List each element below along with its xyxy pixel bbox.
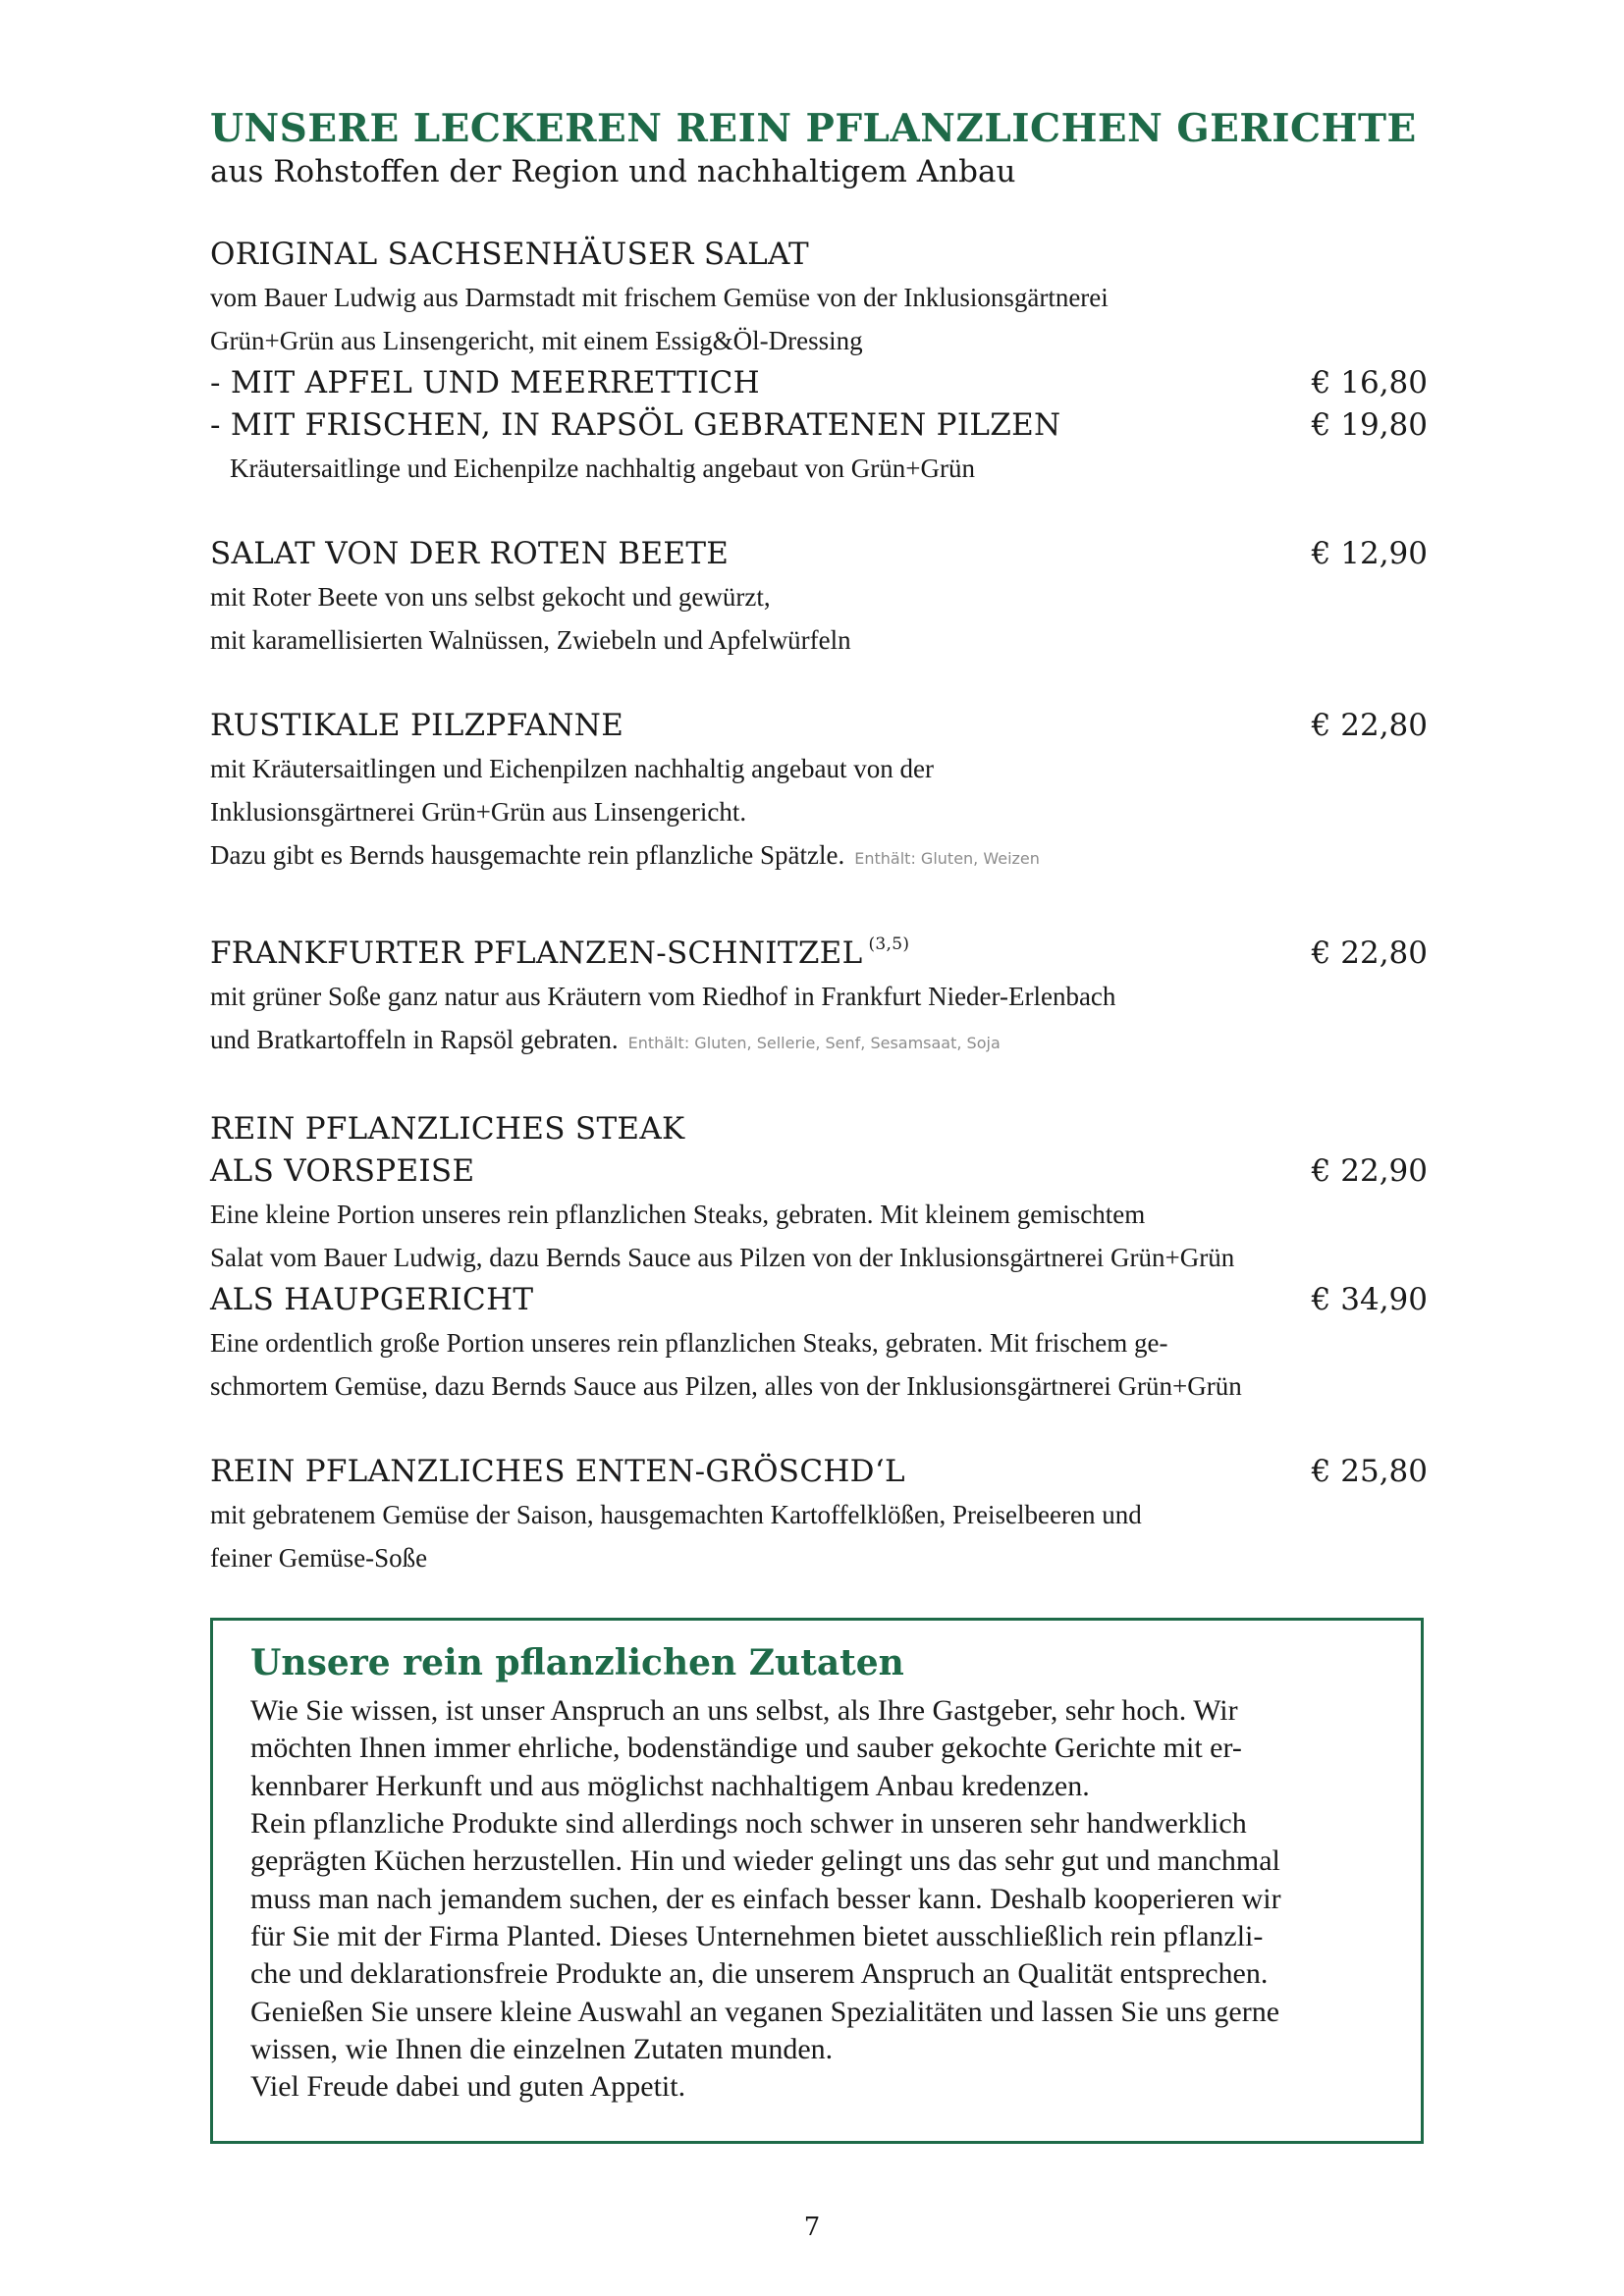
dish-description: feiner Gemüse-Soße bbox=[210, 1542, 428, 1573]
dish-name: RUSTIKALE PILZPFANNE bbox=[210, 707, 624, 743]
dish-footnote: (3,5) bbox=[868, 934, 910, 954]
dish-header bbox=[210, 705, 1428, 747]
dish-header bbox=[210, 924, 1428, 975]
allergen-note: Enthält: Gluten, Sellerie, Senf, Sesamsaat, Soja bbox=[627, 1033, 1001, 1052]
dish-description: mit grüner Soße ganz natur aus Kräutern vom Riedhof in Frankfurt Nieder-Erlenbach bbox=[210, 981, 1116, 1011]
dish-price: € 34,90 bbox=[1311, 1281, 1428, 1317]
dish-variant bbox=[210, 1279, 1428, 1321]
dish-list bbox=[210, 234, 1428, 1579]
info-box-line: geprägten Küchen herzustellen. Hin und wieder gelingt uns das sehr gut und manchmal bbox=[250, 1844, 1280, 1878]
dish-item bbox=[210, 924, 1428, 1065]
info-box-line: che und deklarationsfreie Produkte an, die unserem Anspruch an Qualität entsprechen. bbox=[250, 1957, 1269, 1991]
info-box-title: Unsere rein pflanzlichen Zutaten bbox=[250, 1642, 904, 1683]
menu-page bbox=[210, 106, 1428, 1623]
dish-price: € 22,80 bbox=[1311, 707, 1428, 743]
info-box-line: Rein pflanzliche Produkte sind allerdings noch schwer in unseren sehr handwerklich bbox=[250, 1807, 1247, 1841]
dish-option bbox=[210, 362, 1428, 404]
info-box-line: möchten Ihnen immer ehrliche, bodenständige und sauber gekochte Gerichte mit er- bbox=[250, 1732, 1242, 1765]
info-box bbox=[210, 1618, 1424, 2144]
info-box-line: Genießen Sie unsere kleine Auswahl an veganen Spezialitäten und lassen Sie uns gerne bbox=[250, 1995, 1280, 2028]
dish-option-label: - MIT APFEL UND MEERRETTICH bbox=[210, 364, 760, 400]
info-box-line: Viel Freude dabei und guten Appetit. bbox=[250, 2070, 686, 2104]
dish-description: Grün+Grün aus Linsengericht, mit einem Essig&Öl-Dressing bbox=[210, 325, 863, 355]
dish-description: mit Roter Beete von uns selbst gekocht und gewürzt, bbox=[210, 581, 771, 612]
dish-price: € 22,80 bbox=[1311, 934, 1428, 971]
section-subtitle: aus Rohstoffen der Region und nachhaltigem Anbau bbox=[210, 153, 1016, 189]
dish-description-line bbox=[210, 1018, 1428, 1065]
dish-price: € 19,80 bbox=[1311, 406, 1428, 443]
page-number: 7 bbox=[803, 2213, 821, 2242]
dish-description: mit gebratenem Gemüse der Saison, hausgemachten Kartoffelklößen, Preiselbeeren und bbox=[210, 1499, 1142, 1529]
dish-description: vom Bauer Ludwig aus Darmstadt mit frischem Gemüse von der Inklusionsgärtnerei bbox=[210, 282, 1109, 312]
dish-name: SALAT VON DER ROTEN BEETE bbox=[210, 535, 730, 571]
dish-variant-label: ALS HAUPGERICHT bbox=[210, 1281, 534, 1317]
dish-description: Eine kleine Portion unseres rein pflanzlichen Steaks, gebraten. Mit kleinem gemischtem bbox=[210, 1199, 1146, 1229]
dish-description: mit Kräutersaitlingen und Eichenpilzen nachhaltig angebaut von der bbox=[210, 753, 935, 783]
dish-item bbox=[210, 1451, 1428, 1579]
dish-note: Kräutersaitlinge und Eichenpilze nachhaltig angebaut von Grün+Grün bbox=[230, 453, 975, 483]
dish-description: Salat vom Bauer Ludwig, dazu Bernds Sauce aus Pilzen von der Inklusionsgärtnerei Grün+Grün bbox=[210, 1242, 1235, 1272]
dish-item bbox=[210, 234, 1428, 490]
info-box-line: wissen, wie Ihnen die einzelnen Zutaten munden. bbox=[250, 2032, 834, 2065]
dish-item bbox=[210, 1108, 1428, 1408]
dish-description: Inklusionsgärtnerei Grün+Grün aus Linsengericht. bbox=[210, 796, 747, 827]
dish-description: schmortem Gemüse, dazu Bernds Sauce aus Pilzen, alles von der Inklusionsgärtnerei Grün+Grün bbox=[210, 1370, 1242, 1401]
dish-name: ORIGINAL SACHSENHÄUSER SALAT bbox=[210, 236, 809, 272]
info-box-line: kennbarer Herkunft und aus möglichst nachhaltigem Anbau kredenzen. bbox=[250, 1769, 1090, 1802]
dish-price: € 22,90 bbox=[1311, 1152, 1428, 1189]
dish-price: € 12,90 bbox=[1311, 535, 1428, 571]
dish-name-wrapper bbox=[210, 924, 909, 975]
dish-item bbox=[210, 705, 1428, 881]
dish-header bbox=[210, 533, 1428, 575]
dish-description-line bbox=[210, 833, 1428, 881]
dish-price: € 16,80 bbox=[1311, 364, 1428, 400]
dish-description: Dazu gibt es Bernds hausgemachte rein pflanzliche Spätzle. bbox=[210, 839, 845, 870]
dish-variant bbox=[210, 1150, 1428, 1193]
info-box-line: muss man nach jemandem suchen, der es einfach besser kann. Deshalb kooperieren wir bbox=[250, 1882, 1281, 1915]
dish-option bbox=[210, 404, 1428, 447]
dish-description: und Bratkartoffeln in Rapsöl gebraten. bbox=[210, 1024, 619, 1054]
dish-variant-label: ALS VORSPEISE bbox=[210, 1152, 475, 1189]
dish-description: Eine ordentlich große Portion unseres rein pflanzlichen Steaks, gebraten. Mit frischem ge- bbox=[210, 1327, 1168, 1358]
dish-price: € 25,80 bbox=[1311, 1453, 1428, 1489]
dish-header bbox=[210, 234, 1428, 276]
dish-item bbox=[210, 533, 1428, 662]
dish-option-label: - MIT FRISCHEN, IN RAPSÖL GEBRATENEN PILZEN bbox=[210, 406, 1061, 443]
dish-header bbox=[210, 1108, 1428, 1150]
dish-header bbox=[210, 1451, 1428, 1493]
dish-name: REIN PFLANZLICHES STEAK bbox=[210, 1110, 685, 1147]
info-box-line: für Sie mit der Firma Planted. Dieses Unternehmen bietet ausschließlich rein pflanzli- bbox=[250, 1919, 1264, 1952]
dish-description: mit karamellisierten Walnüssen, Zwiebeln und Apfelwürfeln bbox=[210, 624, 851, 655]
allergen-note: Enthält: Gluten, Weizen bbox=[854, 848, 1040, 868]
dish-name: FRANKFURTER PFLANZEN-SCHNITZEL bbox=[210, 934, 863, 971]
section-title: UNSERE LECKEREN REIN PFLANZLICHEN GERICHTE bbox=[210, 106, 1417, 151]
dish-name: REIN PFLANZLICHES ENTEN-GRÖSCHD‘L bbox=[210, 1453, 905, 1489]
info-box-line: Wie Sie wissen, ist unser Anspruch an uns selbst, als Ihre Gastgeber, sehr hoch. Wir bbox=[250, 1694, 1238, 1728]
